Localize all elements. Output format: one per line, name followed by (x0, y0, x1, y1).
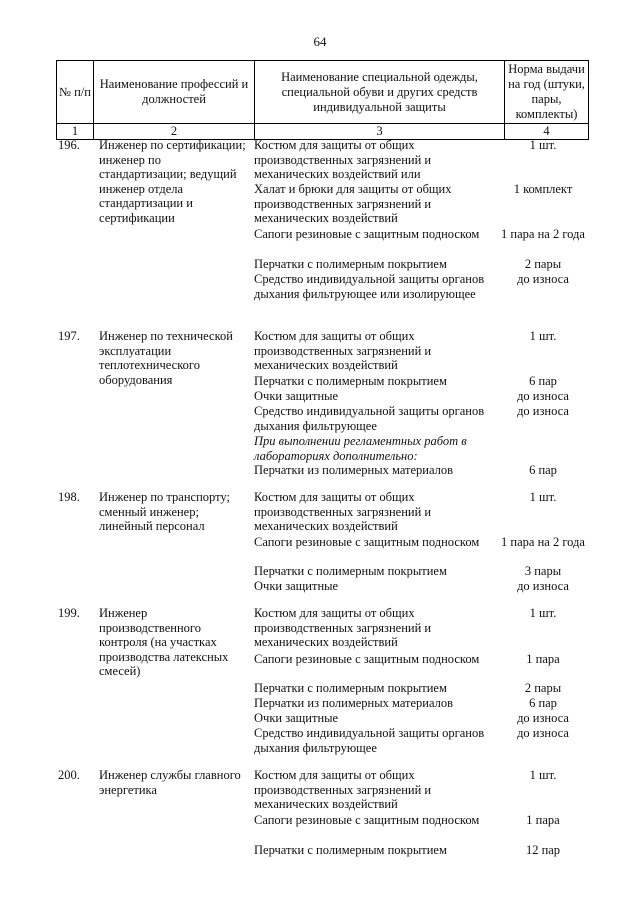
list-item: Средство индивидуальной защиты органов дыхания фильтрующее (254, 726, 485, 755)
item-norm: 2 пары (524, 257, 562, 271)
row-number: 198. (58, 490, 80, 504)
list-item: Костюм для защиты от общих производственных загрязнений и механических воздействий (254, 768, 432, 812)
list-item: Халат и брюки для защиты от общих производственных загрязнений и механических воздействий (254, 182, 452, 226)
row-number: 200. (58, 768, 80, 782)
row-profession: Инженер производственного контроля (на участках производства латексных смесей) (99, 606, 229, 679)
list-item: Перчатки с полимерным покрытием (254, 681, 447, 695)
item-norm: 1 шт. (529, 490, 557, 504)
header-col-item: Наименование специальной одежды, специальной обуви и других средств индивидуальной защиты (255, 61, 505, 124)
header-col-number: № п/п (57, 61, 94, 124)
item-norm: 1 комплект (513, 182, 573, 196)
item-norm: 1 шт. (529, 768, 557, 782)
page-number: 64 (313, 34, 327, 49)
row-number: 199. (58, 606, 80, 620)
table-header (56, 60, 589, 140)
item-norm: 1 шт. (529, 606, 557, 620)
list-item: Сапоги резиновые с защитным подноском (254, 535, 480, 549)
list-item: Костюм для защиты от общих производственных загрязнений и механических воздействий (254, 490, 432, 534)
header-index-1: 1 (57, 124, 94, 140)
row-profession: Инженер по сертификации; инженер по стандартизации; ведущий инженер отдела стандартизации и сертификации (99, 138, 246, 225)
row-profession: Инженер по технической эксплуатации теплотехнического оборудования (99, 329, 233, 387)
item-norm: до износа (517, 726, 569, 740)
item-norm: до износа (517, 272, 569, 286)
list-item: Сапоги резиновые с защитным подноском (254, 652, 480, 666)
item-norm: 3 пары (524, 564, 562, 578)
list-item: Очки защитные (254, 579, 339, 593)
list-item: Перчатки с полимерным покрытием (254, 564, 447, 578)
row-number: 197. (58, 329, 80, 343)
item-norm: 1 пара (526, 813, 560, 827)
item-norm: 6 пар (529, 463, 557, 477)
item-norm: 6 пар (529, 374, 557, 388)
item-norm: 1 шт. (529, 329, 557, 343)
item-norm: до износа (517, 404, 569, 418)
item-norm: до износа (517, 711, 569, 725)
list-item: Сапоги резиновые с защитным подноском (254, 813, 480, 827)
item-norm: 1 пара (526, 652, 560, 666)
item-norm: 1 шт. (529, 138, 557, 152)
list-item-note: При выполнении регламентных работ в лабораториях дополнительно: (254, 434, 467, 463)
header-col-norm: Норма выдачи на год (штуки, пары, комплекты) (505, 61, 589, 124)
row-number: 196. (58, 138, 80, 152)
item-norm: 2 пары (524, 681, 562, 695)
list-item: Костюм для защиты от общих производственных загрязнений и механических воздействий или (254, 138, 432, 182)
list-item: Костюм для защиты от общих производственных загрязнений и механических воздействий (254, 606, 432, 650)
list-item: Перчатки из полимерных материалов (254, 696, 454, 710)
header-col-profession: Наименование профессий и должностей (94, 61, 255, 124)
header-index-4: 4 (505, 124, 589, 140)
list-item: Перчатки из полимерных материалов (254, 463, 454, 477)
header-index-3: 3 (255, 124, 505, 140)
list-item: Перчатки с полимерным покрытием (254, 374, 447, 388)
item-norm: до износа (517, 579, 569, 593)
list-item: Средство индивидуальной защиты органов дыхания фильтрующее (254, 404, 485, 433)
item-norm: 6 пар (529, 696, 557, 710)
item-norm: до износа (517, 389, 569, 403)
list-item: Средство индивидуальной защиты органов дыхания фильтрующее или изолирующее (254, 272, 485, 301)
item-norm: 1 пара на 2 года (501, 227, 585, 241)
list-item: Костюм для защиты от общих производственных загрязнений и механических воздействий (254, 329, 432, 373)
list-item: Очки защитные (254, 389, 339, 403)
item-norm: 1 пара на 2 года (501, 535, 585, 549)
list-item: Перчатки с полимерным покрытием (254, 843, 447, 857)
item-norm: 12 пар (525, 843, 561, 857)
row-profession: Инженер по транспорту; сменный инженер; линейный персонал (99, 490, 230, 534)
list-item: Перчатки с полимерным покрытием (254, 257, 447, 271)
row-profession: Инженер службы главного энергетика (99, 768, 241, 797)
list-item: Сапоги резиновые с защитным подноском (254, 227, 480, 241)
list-item: Очки защитные (254, 711, 339, 725)
header-index-2: 2 (94, 124, 255, 140)
